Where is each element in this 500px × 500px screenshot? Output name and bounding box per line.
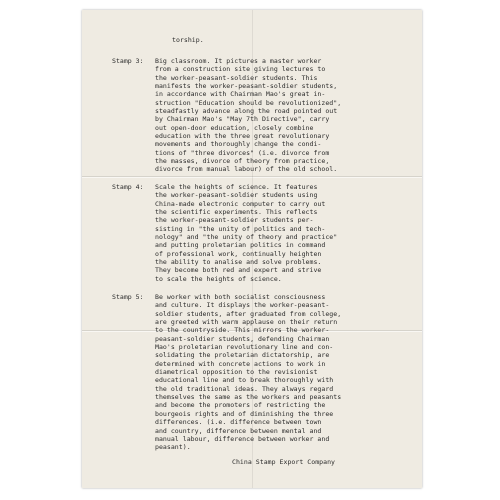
text-line: and culture. It displays the worker-peasant- [155, 301, 330, 310]
text-line: out open-door education, closely combine [155, 123, 314, 132]
signature: China Stamp Export Company [232, 458, 336, 466]
text-line: steadfastly advance along the road pointed out [155, 107, 338, 116]
text-line: manifests the worker-peasant-soldier students, [155, 82, 338, 91]
letter-sheet [82, 10, 422, 488]
text-line: to the countryside. This mirrors the worker- [155, 326, 330, 335]
text-line: soldier students, after graduated from college, [155, 309, 342, 318]
text-line: China-made electronic computer to carry out [155, 199, 326, 208]
stamp-4-description [155, 183, 337, 283]
text-line: diametrical opposition to the revisionist [155, 368, 318, 377]
text-line: movements and thoroughly change the condi- [155, 140, 322, 149]
text-line: bourgeois rights and of diminishing the three [155, 409, 334, 418]
text-line: the scientific experiments. This reflects [155, 208, 318, 217]
text-line: manual labour, difference between worker and [155, 434, 330, 443]
text-line: educational line and to break thoroughly with [155, 376, 334, 385]
text-line: peasant-soldier students, defending Chairman [155, 334, 330, 343]
stamp-5-description [155, 293, 341, 452]
text-line: nology" and "the unity of theory and practice" [155, 233, 338, 242]
continuation-text: torship. [172, 36, 204, 44]
text-line: themselves the same as the workers and peasants [155, 393, 342, 402]
text-line: Scale the heights of science. It features [155, 183, 318, 191]
text-line: and become the promoters of restricting the [155, 401, 326, 410]
stamp-3-label: Stamp 3: [112, 57, 144, 65]
stamp-4-label: Stamp 4: [112, 183, 144, 191]
text-line: the ability to analise and solve problems. [155, 258, 322, 267]
text-line: Be worker with both socialist consciousness [155, 293, 326, 301]
text-line: are greeted with warm applause on their return [155, 318, 338, 327]
text-line: in accordance with Chairman Mao's great in- [155, 90, 326, 99]
text-line: Big classroom. It pictures a master worker [155, 57, 322, 65]
text-line: sisting in "the unity of politics and tech- [155, 224, 326, 233]
text-line: the masses, divorce of theory from practice, [155, 157, 330, 166]
text-line: divorce from manual labour) of the old school. [155, 165, 338, 174]
text-line: struction "Education should be revolutionized", [155, 98, 342, 107]
text-line: determined with concrete actions to work in [155, 359, 326, 368]
text-line: tions of "three divorces" (i.e. divorce from [155, 148, 330, 157]
text-line: to scale the heights of science. [155, 274, 282, 283]
text-line: and country, difference between mental and [155, 426, 322, 435]
text-line: from a construction site giving lectures to [155, 65, 326, 74]
text-line: and putting proletarian politics in command [155, 241, 326, 250]
text-line: the old traditional ideas. They always regard [155, 384, 334, 393]
text-line: the worker-peasant-soldier students per- [155, 216, 314, 225]
text-line: differences. (i.e. difference between town [155, 418, 322, 427]
stamp-3-description [155, 57, 341, 174]
text-line: the worker-peasant-soldier students. This [155, 73, 318, 82]
text-line: solidating the proletarian dictatorship, are [155, 351, 330, 360]
text-line: by Chairman Mao's "May 7th Directive", carry [155, 115, 330, 124]
text-line: the worker-peasant-soldier students using [155, 191, 318, 200]
stamp-5-label: Stamp 5: [112, 293, 144, 301]
text-line: education with the three great revolutionary [155, 132, 330, 141]
text-line: of professional work, continually heighten [155, 249, 322, 258]
text-line: peasant). [155, 443, 191, 452]
text-line: They become both red and expert and strive [155, 266, 322, 275]
text-line: Mao's proletarian revolutionary line and con- [155, 343, 334, 352]
